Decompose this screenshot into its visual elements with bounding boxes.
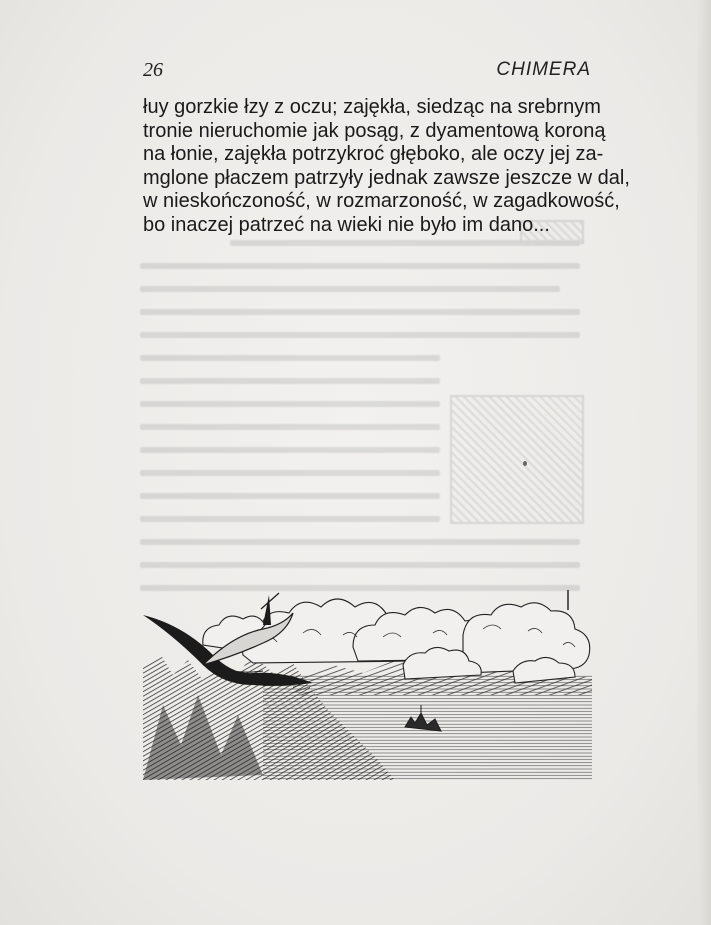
page-edge (697, 0, 711, 925)
page-number: 26 (143, 59, 163, 81)
text-line: mglone płaczem patrzyły jednak zawsze jeszcze w dal, (143, 166, 630, 189)
ink-speck (523, 461, 527, 466)
show-through (140, 230, 590, 600)
text-line: łuy gorzkie łzy z oczu; zajękła, siedząc na srebrnym (143, 96, 601, 118)
text-line: tronie nieruchomie jak posąg, z dyamentową koroną (143, 119, 606, 142)
text-line: w nieskończoność, w rozmarzoność, w zagadkowość, (143, 190, 620, 213)
woodcut-illustration (143, 585, 592, 780)
text-line: na łonie, zajękła potrzykroć głęboko, ale oczy jej za- (143, 143, 604, 166)
running-title: CHIMERA (496, 59, 591, 80)
text-line: bo inaczej patrzeć na wieki nie było im dano... (143, 213, 550, 236)
body-text (143, 96, 630, 238)
